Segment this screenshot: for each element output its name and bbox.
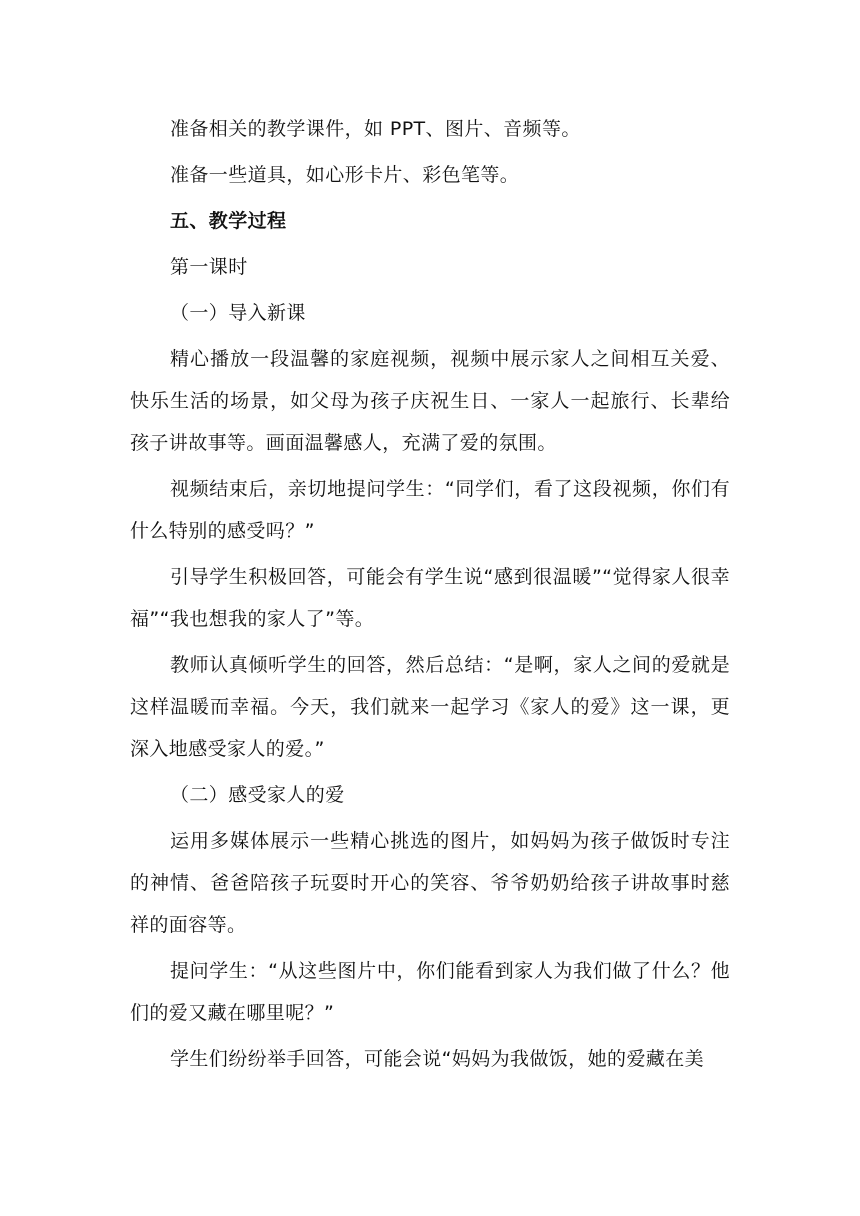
section-heading-teaching-process: 五、教学过程: [170, 210, 287, 232]
paragraph-teacher-summary: 教师认真倾听学生的回答，然后总结：“是啊，家人之间的爱就是这样温暖而幸福。今天，我们就来一起学习《家人的爱》这一课，更深入地感受家人的爱。”: [130, 654, 730, 760]
subheading-introduction: （一）导入新课: [170, 302, 306, 324]
document-body: [130, 108, 730, 1084]
paragraph-student-answers: 学生们纷纷举手回答，可能会说“妈妈为我做饭，她的爱藏在美: [170, 1048, 705, 1070]
paragraph-play-video: 精心播放一段温馨的家庭视频，视频中展示家人之间相互关爱、快乐生活的场景，如父母为孩子庆祝生日、一家人一起旅行、长辈给孩子讲故事等。画面温馨感人，充满了爱的氛围。: [130, 348, 730, 454]
paragraph-ask-pictures: 提问学生：“从这些图片中，你们能看到家人为我们做了什么？他们的爱又藏在哪里呢？”: [130, 960, 730, 1024]
paragraph-prepare-props: 准备一些道具，如心形卡片、彩色笔等。: [170, 164, 520, 186]
paragraph-guide-answers: 引导学生积极回答，可能会有学生说“感到很温暖”“觉得家人很幸福”“我也想我的家人了”等。: [130, 566, 730, 630]
paragraph-show-pictures: 运用多媒体展示一些精心挑选的图片，如妈妈为孩子做饭时专注的神情、爸爸陪孩子玩耍时开心的笑容、爷爷奶奶给孩子讲故事时慈祥的面容等。: [130, 830, 730, 936]
paragraph-prepare-materials: 准备相关的教学课件，如 PPT、图片、音频等。: [170, 118, 581, 140]
subheading-feel-family-love: （二）感受家人的爱: [170, 784, 345, 806]
paragraph-first-lesson: 第一课时: [170, 256, 248, 278]
paragraph-ask-feelings: 视频结束后，亲切地提问学生：“同学们，看了这段视频，你们有什么特别的感受吗？”: [130, 478, 730, 542]
